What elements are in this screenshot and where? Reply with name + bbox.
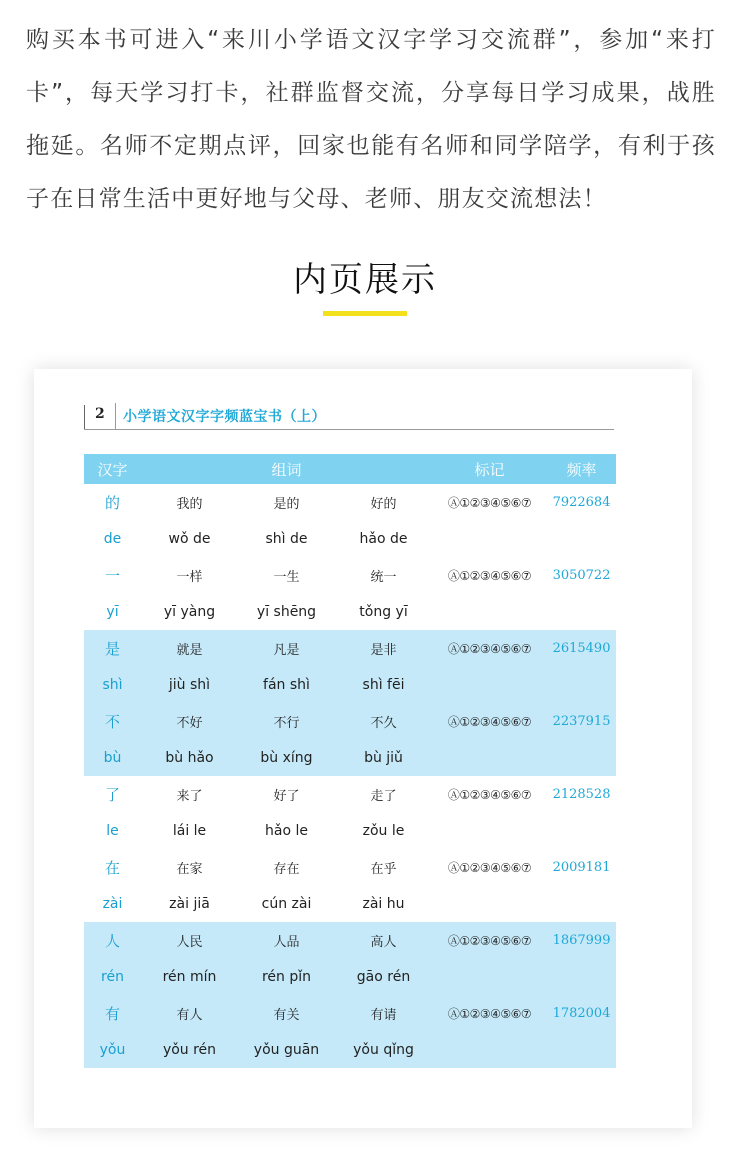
word-pinyin-cell: bù jiǔ [335, 740, 432, 777]
empty-cell [432, 813, 547, 850]
pinyin-row [84, 886, 616, 923]
title-underline [323, 311, 407, 316]
word-cell: 有关 [238, 995, 335, 1032]
word-pinyin-cell: zǒu le [362, 822, 405, 839]
frequency-cell: 2009181 [552, 859, 611, 875]
mark-symbols: Ⓐ①②③④⑤⑥⑦ [432, 922, 547, 959]
word-pinyin-cell: gāo rén [335, 959, 432, 996]
hanzi-pinyin-cell: yī [106, 603, 119, 620]
pinyin-row [84, 813, 616, 850]
table-row [84, 630, 616, 667]
hanzi-cell: 一 [104, 566, 120, 585]
table-row [84, 922, 616, 959]
hanzi-pinyin-cell: le [106, 822, 119, 839]
frequency-cell: 3050722 [552, 567, 611, 583]
word-cell: 人民 [141, 922, 238, 959]
empty-cell [547, 740, 616, 777]
word-pinyin-cell: bù hǎo [141, 740, 238, 777]
intro-paragraph: 购买本书可进入“来川小学语文汉字学习交流群”，参加“来打卡”，每天学习打卡，社群监督交流，分享每日学习成果，战胜拖延。名师不定期点评，回家也能有名师和同学陪学，有利于孩子在日常生活中更好地与父母、老师、朋友交流想法！ [26, 27, 716, 212]
hanzi-cell: 有 [84, 995, 141, 1032]
word-cell: 就是 [141, 630, 238, 667]
word-pinyin-cell: jiù shì [141, 667, 238, 704]
pinyin-row [84, 1032, 616, 1069]
header-hanzi: 汉字 [84, 454, 141, 484]
mark-symbols: Ⓐ①②③④⑤⑥⑦ [447, 787, 532, 802]
book-page-header [84, 403, 614, 430]
word-pinyin-cell: zài hu [362, 895, 405, 912]
word-pinyin-cell: shì de [265, 530, 308, 547]
char-frequency-table [84, 454, 616, 1068]
frequency-cell: 2237915 [547, 703, 616, 740]
table-row [84, 484, 616, 521]
word-pinyin-cell: rén mín [141, 959, 238, 996]
word-cell: 好了 [273, 788, 300, 804]
word-cell: 是的 [273, 496, 300, 512]
frequency-cell: 2128528 [552, 786, 611, 802]
hanzi-cell: 是 [84, 630, 141, 667]
word-pinyin-cell: yī yàng [163, 603, 216, 620]
empty-cell [547, 959, 616, 996]
word-cell: 凡是 [238, 630, 335, 667]
word-pinyin-cell: wǒ de [168, 530, 211, 547]
word-cell: 统一 [370, 569, 397, 585]
word-cell: 是非 [335, 630, 432, 667]
hanzi-pinyin-cell: rén [84, 959, 141, 996]
mark-symbols: Ⓐ①②③④⑤⑥⑦ [432, 703, 547, 740]
header-words: 组词 [141, 454, 432, 484]
hanzi-pinyin-cell: bù [84, 740, 141, 777]
table-row [84, 849, 616, 886]
word-cell: 在乎 [370, 861, 397, 877]
word-cell: 一生 [273, 569, 300, 585]
hanzi-pinyin-cell: yǒu [84, 1032, 141, 1069]
empty-cell [432, 740, 547, 777]
word-cell: 存在 [273, 861, 300, 877]
frequency-cell: 1782004 [547, 995, 616, 1032]
pinyin-row [84, 667, 616, 704]
word-cell: 在家 [176, 861, 203, 877]
pinyin-row [84, 594, 616, 631]
section-title: 内页展示 [293, 260, 437, 300]
header-freq: 频率 [547, 454, 616, 484]
word-pinyin-cell: lái le [172, 822, 207, 839]
header-divider [115, 403, 116, 429]
empty-cell [547, 1032, 616, 1069]
word-cell: 人品 [238, 922, 335, 959]
pinyin-row [84, 521, 616, 558]
table-row [84, 995, 616, 1032]
table-row [84, 557, 616, 594]
hanzi-pinyin-cell: de [103, 530, 122, 547]
hanzi-cell: 的 [104, 493, 120, 512]
hanzi-pinyin-cell: shì [84, 667, 141, 704]
hanzi-cell: 不 [84, 703, 141, 740]
mark-symbols: Ⓐ①②③④⑤⑥⑦ [432, 995, 547, 1032]
word-cell: 一样 [176, 569, 203, 585]
word-pinyin-cell: zài jiā [169, 895, 210, 912]
mark-symbols: Ⓐ①②③④⑤⑥⑦ [432, 630, 547, 667]
word-cell: 来了 [176, 788, 203, 804]
word-cell: 不行 [238, 703, 335, 740]
word-cell: 不久 [335, 703, 432, 740]
page-number: 2 [95, 406, 105, 422]
mark-symbols: Ⓐ①②③④⑤⑥⑦ [447, 860, 532, 875]
word-pinyin-cell: bù xíng [238, 740, 335, 777]
word-pinyin-cell: yǒu guān [238, 1032, 335, 1069]
word-pinyin-cell: yī shēng [256, 603, 317, 620]
word-cell: 好的 [370, 496, 397, 512]
word-cell: 有人 [141, 995, 238, 1032]
frequency-cell: 7922684 [552, 494, 611, 510]
hanzi-pinyin-cell: zài [102, 895, 123, 912]
pinyin-row [84, 959, 616, 996]
empty-cell [547, 594, 616, 631]
word-cell: 走了 [370, 788, 397, 804]
table-row [84, 776, 616, 813]
word-pinyin-cell: hǎo de [359, 530, 408, 547]
hanzi-cell: 人 [84, 922, 141, 959]
table-row [84, 703, 616, 740]
book-title: 小学语文汉字字频蓝宝书（上） [123, 409, 326, 425]
empty-cell [547, 813, 616, 850]
word-pinyin-cell: yǒu qǐng [335, 1032, 432, 1069]
empty-cell [547, 886, 616, 923]
word-pinyin-cell: tǒng yī [359, 603, 408, 620]
pinyin-row [84, 740, 616, 777]
word-pinyin-cell: yǒu rén [141, 1032, 238, 1069]
empty-cell [432, 1032, 547, 1069]
empty-cell [432, 959, 547, 996]
empty-cell [547, 667, 616, 704]
empty-cell [432, 667, 547, 704]
mark-symbols: Ⓐ①②③④⑤⑥⑦ [447, 495, 532, 510]
word-pinyin-cell: cún zài [261, 895, 312, 912]
empty-cell [432, 594, 547, 631]
word-cell: 我的 [176, 496, 203, 512]
header-mark: 标记 [432, 454, 547, 484]
word-pinyin-cell: shì fēi [335, 667, 432, 704]
empty-cell [432, 521, 547, 558]
word-cell: 有请 [335, 995, 432, 1032]
table-header-row [84, 454, 616, 484]
word-pinyin-cell: hǎo le [265, 822, 308, 839]
book-page-preview [34, 369, 692, 1128]
word-pinyin-cell: rén pǐn [238, 959, 335, 996]
word-cell: 不好 [141, 703, 238, 740]
hanzi-cell: 了 [104, 785, 120, 804]
mark-symbols: Ⓐ①②③④⑤⑥⑦ [447, 568, 532, 583]
frequency-cell: 1867999 [547, 922, 616, 959]
header-left-rule [84, 405, 85, 429]
hanzi-cell: 在 [104, 858, 120, 877]
word-cell: 高人 [335, 922, 432, 959]
empty-cell [547, 521, 616, 558]
empty-cell [432, 886, 547, 923]
frequency-cell: 2615490 [547, 630, 616, 667]
word-pinyin-cell: fán shì [238, 667, 335, 704]
